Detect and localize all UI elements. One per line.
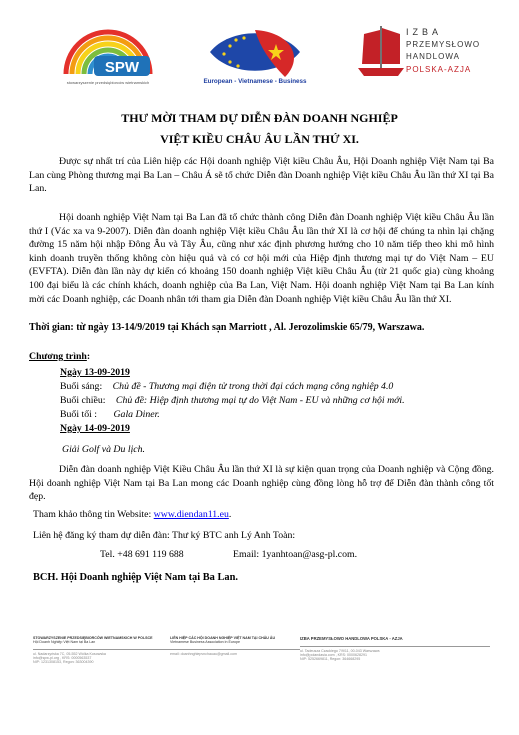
afternoon-row <box>60 394 500 408</box>
footer-col2-mail: email: doanhnghiepvnchauau@gmail.com <box>170 649 300 656</box>
footer-col-izba <box>300 636 490 661</box>
footer-col3-addr: ul. Tadeusza Czackiego 7/9/11, 00-043 Warszawa <box>300 646 490 653</box>
paragraph-details: Hội doanh nghiệp Việt Nam tại Ba Lan đã tổ chức thành công Diễn đàn Doanh nghiệp Việt kiều Châu Âu lần thứ I (Vác xa va 9-2007). Diễn đàn doanh nghiệp Việt kiều Châu Âu lần thứ XI là cơ hội để chúng ta nhìn lại chặng đường 15 năm hội nhập Đông Âu và Tây Âu, cũng như xác định phương hướng cho 10 năm tiếp theo khi mô hình kinh doanh truyền thống không còn hiệu quả và có cơ hội mới của Hiệp định thương mại tự do Việt Nam – EU (EVFTA). Diễn đàn lần này dự kiến có khoảng 150 doanh nghiệp Việt kiều Châu Âu (từ 21 quốc gia) cùng khoảng 100 đại biểu là các chính khách, doanh nghiệp của Ba Lan, Việt Nam. Hội doanh nghiệp Việt Nam tại Ba Lan kính mời các Doanh nghiệp, các Doanh nhân tới tham gia Diễn đàn Doanh nghiệp Việt kiều Châu Âu lần thứ XI. <box>29 212 494 305</box>
footer-col3-title: IZBA PRZEMYSŁOWO HANDLOWA POLSKA - AZJA <box>300 636 403 641</box>
program-label: Chương trình <box>29 351 87 362</box>
evening-row <box>60 408 500 422</box>
afternoon-text: Chủ đề: Hiệp định thương mại tự do Việt Nam - EU và những cơ hội mới. <box>115 395 405 406</box>
izba-line1: IZBA <box>406 27 443 37</box>
izba-line3: HANDLOWA <box>406 52 460 61</box>
footer-col1-mail: info@spw-pl.org , KRS: 0000563537 <box>33 656 92 660</box>
morning-row <box>60 380 500 394</box>
day2-heading: Ngày 14-09-2019 <box>60 423 130 434</box>
footer-col2-title: LIÊN HIỆP CÁC HỘI DOANH NGHIỆP VIỆT NAM TẠI CHÂU ÂU <box>170 636 276 640</box>
footer-col1-nip: NIP: 1231308153, Regon: 363004390 <box>33 660 94 664</box>
afternoon-label: Buổi chiều: <box>60 395 106 406</box>
evb-caption: European - Vietnamese - Business <box>203 78 307 85</box>
day1-heading: Ngày 13-09-2019 <box>60 367 130 378</box>
header-logos <box>0 0 519 100</box>
website-label: Tham khảo thông tin Website: <box>33 509 152 520</box>
footer-col-evb <box>170 636 300 656</box>
spw-mark: SPW <box>104 59 140 76</box>
event-time-line: Thời gian: từ ngày 13-14/9/2019 tại Khách sạn Marriott , Al. Jerozolimskie 65/79, Warszawa. <box>29 322 425 333</box>
website-dot: . <box>228 509 232 520</box>
contact-line: Liên hệ đăng ký tham dự diễn đàn: Thư ký BTC anh Lý Anh Toàn: <box>33 530 296 541</box>
invitation-title-line1: THƯ MỜI THAM DỰ DIỄN ĐÀN DOANH NGHIỆP <box>121 111 398 125</box>
footer-col3-nip: NIP: 5252669811, Regon: 364668295 <box>300 657 361 661</box>
website-row <box>33 508 231 522</box>
spw-caption: stowarzyszenie przedsiębiorców wietnamskich <box>66 80 150 85</box>
evb-logo <box>200 22 310 82</box>
website-link[interactable]: www.diendan11.eu <box>153 509 229 520</box>
footer-col1-sub: Hội Doanh Nghiệp Việt Nam tại Ba Lan <box>33 640 96 644</box>
evening-text: Gala Diner. <box>113 409 160 420</box>
izba-ship-logo <box>356 24 406 82</box>
signature: BCH. Hội Doanh nghiệp Việt Nam tại Ba Lan. <box>33 572 238 583</box>
paragraph-intro: Được sự nhất trí của Liên hiệp các Hội doanh nghiệp Việt kiều Châu Âu, Hội Doanh nghiệp Việt Nam tại Ba Lan cùng Phòng thương mại Ba Lan – Châu Á sẽ tổ chức Diễn đàn Doanh nghiệp Việt kiều Châu Âu lần thứ XI tại Ba Lan. <box>29 156 494 195</box>
spw-logo <box>58 22 158 84</box>
footer-col2-sub: Vietnamese Business Association in Europe <box>170 640 241 644</box>
evening-label: Buổi tối : <box>60 409 98 420</box>
contact-email: Email: 1yanhtoan@asg-pl.com. <box>233 549 358 560</box>
footer-col-spw <box>33 636 173 664</box>
program-colon: : <box>86 351 91 362</box>
footer-col1-title: STOWARZYSZENIE PRZEDSIĘBIORCÓW WIETNAMSKICH W POLSCE <box>33 636 153 640</box>
footer-col1-addr: ul. Nadarzyńska 7C, 05-552 Wólka Kosowska <box>33 649 173 656</box>
footer-col3-mail: info@polandasia.com , KRS: 0000628291 <box>300 653 367 657</box>
paragraph-closing: Diễn đàn doanh nghiệp Việt Kiều Châu Âu lần thứ XI là sự kiện quan trọng của Doanh nghiệp và Cộng đồng. Hội doanh nghiệp Việt Nam tại Ba Lan mong các Doanh nghiệp cùng đồng lòng hỗ trợ để Diễn đàn thành công tốt đẹp. <box>29 464 494 503</box>
izba-line4: POLSKA-AZJA <box>406 64 472 74</box>
program-heading <box>29 350 90 364</box>
footer <box>0 636 519 676</box>
morning-text: Chủ đề - Thương mại điện tử trong thời đại cách mạng công nghiệp 4.0 <box>112 381 394 392</box>
day2-text: Giải Golf và Du lịch. <box>62 444 145 455</box>
invitation-title-line2: VIỆT KIỀU CHÂU ÂU LẦN THỨ XI. <box>160 132 359 146</box>
contact-tel: Tel. +48 691 119 688 <box>100 549 184 560</box>
izba-line2: PRZEMYSŁOWO <box>406 39 481 49</box>
izba-text <box>406 26 516 76</box>
morning-label: Buổi sáng: <box>60 381 103 392</box>
